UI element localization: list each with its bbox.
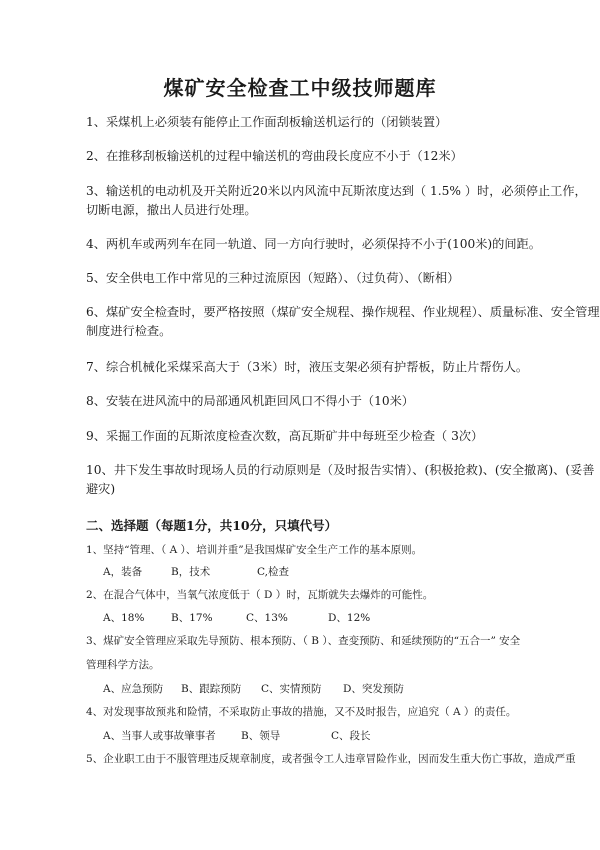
fill-item-10-line-2: 避灾) (86, 482, 116, 496)
choice-3-question-line-2: 管理科学方法。 (86, 659, 160, 671)
choice-1-options (103, 566, 543, 578)
choice-1-option-c: C,检查 (257, 566, 289, 578)
choice-2-option-d: D、12% (328, 612, 371, 624)
choice-4-option-c: C、段长 (331, 730, 371, 742)
fill-item-1-line-1: 1、采煤机上必须装有能停止工作面刮板输送机运行的（闭锁装置） (86, 115, 448, 129)
page-title: 煤矿安全检查工中级技师题库 (163, 76, 437, 100)
fill-item-2-line-1: 2、在推移刮板输送机的过程中输送机的弯曲段长度应不小于（12米） (86, 149, 463, 163)
fill-item-4-line-1: 4、两机车或两列车在同一轨道、同一方向行驶时，必须保持不小于(100米)的间距。 (86, 237, 541, 251)
section-2-heading: 二、选择题（每题1分，共10分，只填代号） (86, 518, 338, 533)
fill-item-7-line-1: 7、综合机械化采煤采高大于（3米）时，液压支架必须有护帮板，防止片帮伤人。 (86, 360, 529, 374)
choice-4-option-b: B、领导 (241, 730, 281, 742)
fill-item-8-line-1: 8、安装在进风流中的局部通风机距回风口不得小于（10米） (86, 394, 414, 408)
fill-item-6-line-2: 制度进行检查。 (86, 324, 172, 338)
choice-2-question: 2、在混合气体中，当氧气浓度低于（ D ）时，瓦斯就失去爆炸的可能性。 (86, 589, 434, 601)
choice-5-question: 5、企业职工由于不服管理违反规章制度，或者强令工人违章冒险作业，因而发生重大伤亡事故，造成严重 (86, 753, 576, 765)
fill-item-10-line-1: 10、井下发生事故时现场人员的行动原则是（及时报告实情）、(积极抢救)、(安全撤离)、(妥善 (86, 463, 595, 477)
choice-3-option-d: D、突发预防 (343, 683, 404, 695)
fill-item-9-line-1: 9、采掘工作面的瓦斯浓度检查次数，高瓦斯矿井中每班至少检查（ 3次） (86, 429, 484, 443)
choice-4-question: 4、对发现事故预兆和险情，不采取防止事故的措施，又不及时报告，应追究（ A ）的责任。 (86, 706, 517, 718)
fill-item-3-line-1: 3、输送机的电动机及开关附近20米以内风流中瓦斯浓度达到（ 1.5% ）时，必须停止工作， (86, 184, 587, 198)
choice-2-options (103, 612, 543, 624)
choice-1-option-b: B，技术 (171, 566, 211, 578)
choice-3-option-c: C、实情预防 (261, 683, 322, 695)
choice-3-options (103, 683, 543, 695)
choice-2-option-c: C、13% (246, 612, 288, 624)
choice-3-question-line-1: 3、煤矿安全管理应采取先导预防、根本预防、（ B ）、查变预防、和延续预防的“五合一” 安全 (86, 635, 521, 647)
choice-1-option-a: A，装备 (103, 566, 143, 578)
choice-1-question: 1、坚持“管理、（ A ）、培训并重”是我国煤矿安全生产工作的基本原则。 (86, 544, 423, 556)
choice-4-option-a: A、当事人或事故肇事者 (103, 730, 216, 742)
choice-4-options (103, 730, 543, 742)
choice-3-option-b: B、跟踪预防 (181, 683, 242, 695)
choice-2-option-a: A、18% (103, 612, 145, 624)
choice-2-option-b: B、17% (171, 612, 213, 624)
fill-item-5-line-1: 5、安全供电工作中常见的三种过流原因（短路）、（过负荷）、（断相） (86, 271, 460, 285)
fill-item-3-line-2: 切断电源，撤出人员进行处理。 (86, 203, 257, 217)
fill-item-6-line-1: 6、煤矿安全检查时，要严格按照（煤矿安全规程、操作规程、作业规程）、质量标准、安全管理 (86, 305, 600, 319)
choice-3-option-a: A、应急预防 (103, 683, 164, 695)
